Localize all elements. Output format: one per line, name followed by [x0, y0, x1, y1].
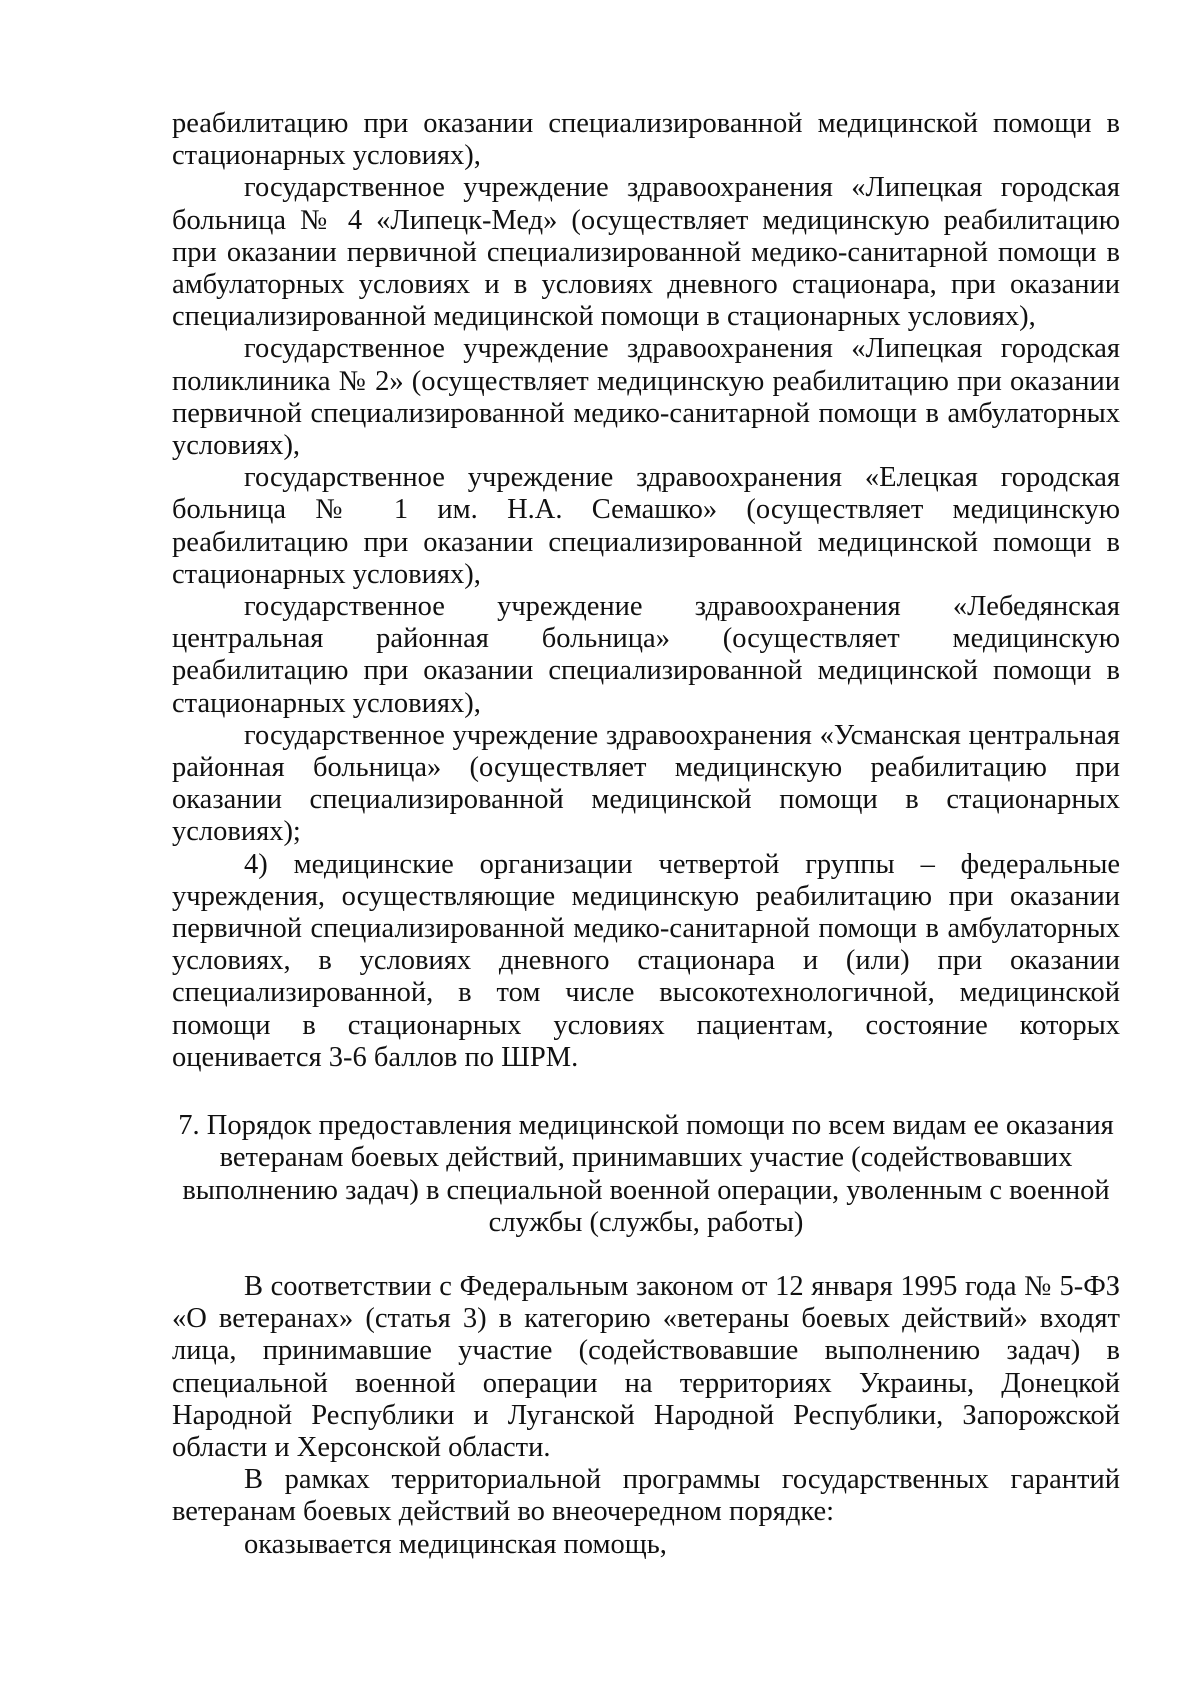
paragraph-usman-hospital: государственное учреждение здравоохранения «Усманская центральная районная больница» (осуществляет медицинскую реабилитацию при оказании специализированной медицинской помощи в стационарных условиях); [172, 719, 1120, 848]
document-page [172, 108, 1120, 1561]
section-heading: 7. Порядок предоставления медицинской помощи по всем видам ее оказания ветеранам боевых действий, принимавших участие (содействовавших выполнению задач) в специальной военной операции, уволенным с военной службы (службы, работы) [178, 1110, 1114, 1238]
paragraph-fourth-group: 4) медицинские организации четвертой группы – федеральные учреждения, осуществляющие медицинскую реабилитацию при оказании первичной специализированной медико-санитарной помощи в амбулаторных условиях, в условиях дневного стационара и (или) при оказании специализированной, в том числе высокотехнологичной, медицинской помощи в стационарных условиях пациентам, состояние которых оценивается 3-6 баллов по ШРМ. [172, 848, 1120, 1073]
paragraph-lipetsk-hospital-4: государственное учреждение здравоохранения «Липецкая городская больница № 4 «Липецк-Мед» (осуществляет медицинскую реабилитацию при оказании первичной специализированной медико-санитарной помощи в амбулаторных условиях и в условиях дневного стационара, при оказании специализированной медицинской помощи в стационарных условиях), [172, 172, 1120, 333]
paragraph-continuation: реабилитацию при оказании специализированной медицинской помощи в стационарных условиях), [172, 108, 1120, 172]
paragraph-lipetsk-polyclinic-2: государственное учреждение здравоохранения «Липецкая городская поликлиника № 2» (осуществляет медицинскую реабилитацию при оказании первичной специализированной медико-санитарной помощи в амбулаторных условиях), [172, 333, 1120, 462]
spacer [172, 1239, 1120, 1271]
paragraph-lebedyan-hospital: государственное учреждение здравоохранения «Лебедянская центральная районная больница» (осуществляет медицинскую реабилитацию при оказании специализированной медицинской помощи в стационарных условиях), [172, 591, 1120, 719]
paragraph-yelets-hospital-1: государственное учреждение здравоохранения «Елецкая городская больница № 1 им. Н.А. Семашко» (осуществляет медицинскую реабилитацию при оказании специализированной медицинской помощи в стационарных условиях), [172, 462, 1120, 590]
paragraph-veterans-law: В соответствии с Федеральным законом от 12 января 1995 года № 5-ФЗ «О ветеранах» (статья 3) в категорию «ветераны боевых действий» входят лица, принимавшие участие (содействовавшие выполнению задач) в специальной военной операции на территориях Украины, Донецкой Народной Республики и Луганской Народной Республики, Запорожской области и Херсонской области. [172, 1270, 1120, 1463]
paragraph-medical-care: оказывается медицинская помощь, [244, 1528, 667, 1560]
paragraph-territorial-program: В рамках территориальной программы государственных гарантий ветеранам боевых действий во внеочередном порядке: [172, 1464, 1120, 1528]
